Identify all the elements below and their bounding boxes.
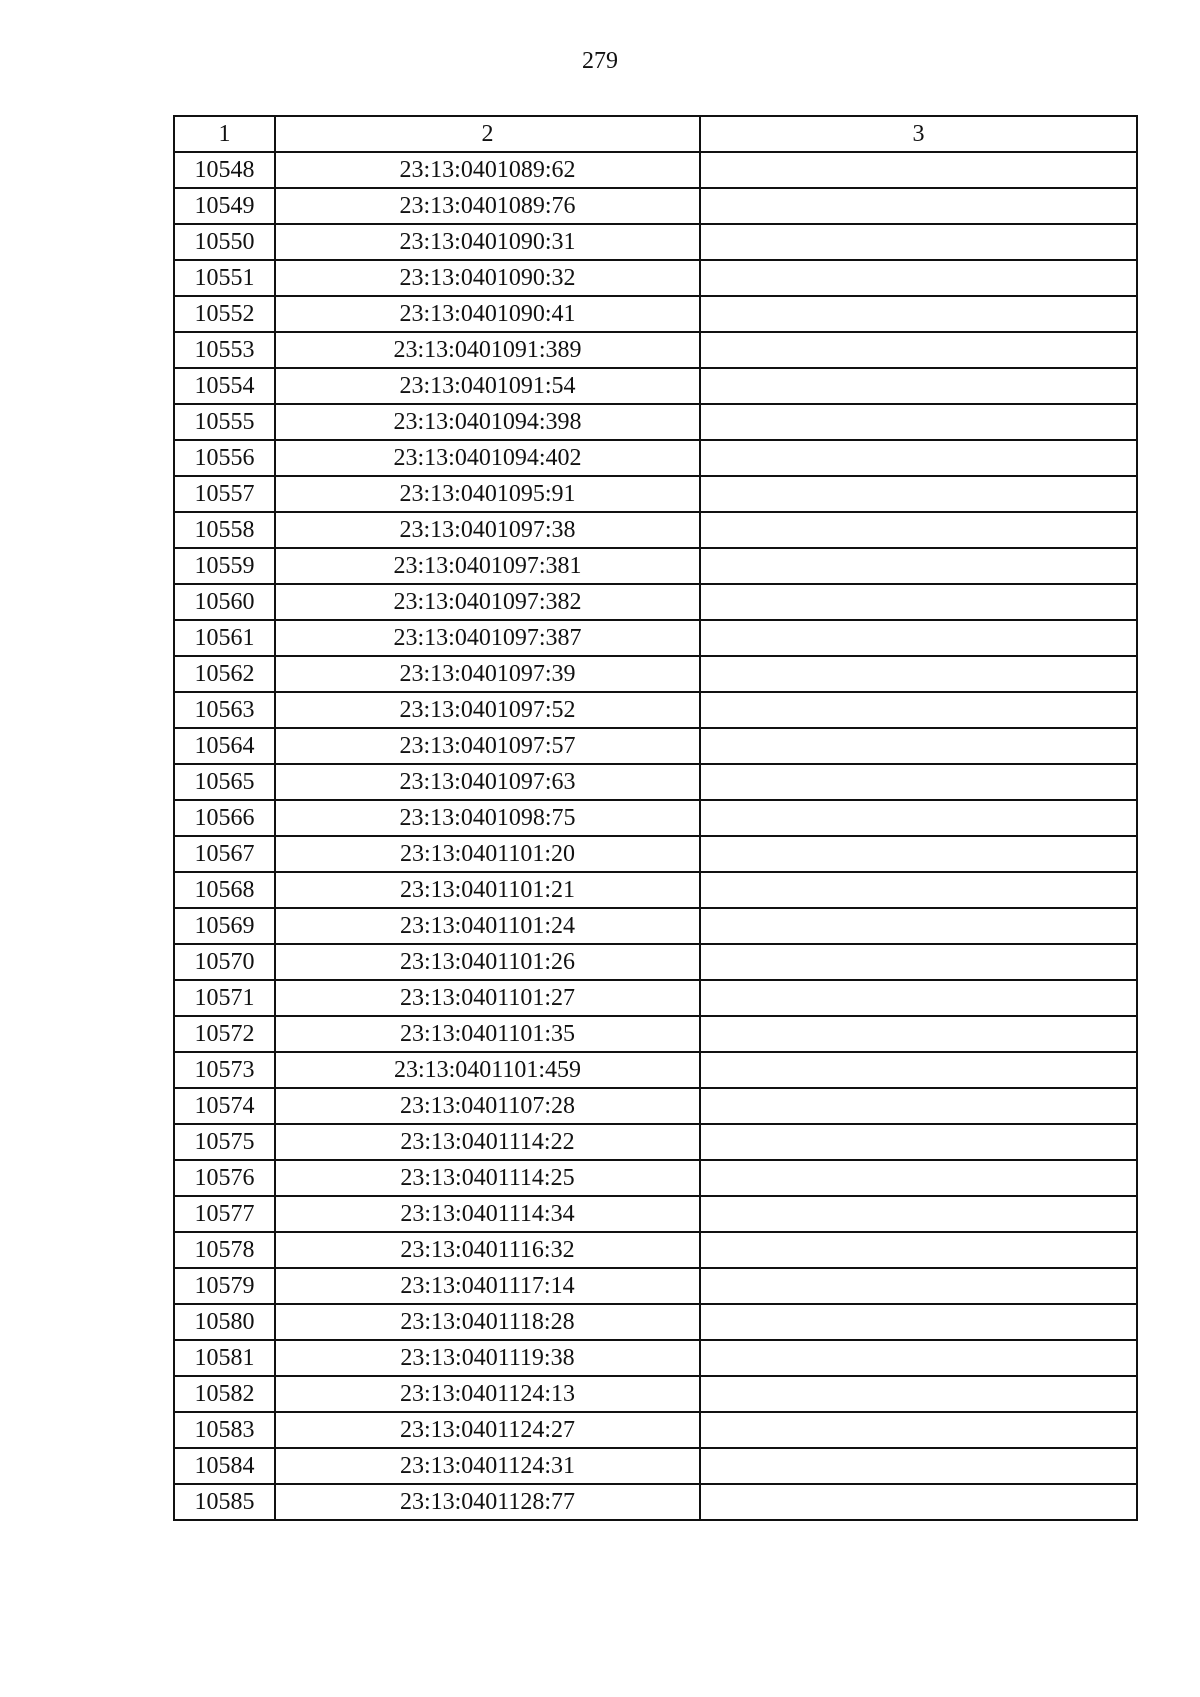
cadastral-number-cell: 23:13:0401097:52	[275, 692, 700, 728]
row-number-cell: 10557	[174, 476, 275, 512]
table-body	[174, 152, 1137, 1520]
note-cell	[700, 836, 1137, 872]
cadastral-number-cell: 23:13:0401114:34	[275, 1196, 700, 1232]
cadastral-number-cell: 23:13:0401101:21	[275, 872, 700, 908]
table-row	[174, 1196, 1137, 1232]
table-row	[174, 872, 1137, 908]
row-number-cell: 10582	[174, 1376, 275, 1412]
table-row	[174, 1052, 1137, 1088]
table-row	[174, 728, 1137, 764]
note-cell	[700, 656, 1137, 692]
row-number-cell: 10585	[174, 1484, 275, 1520]
table-row	[174, 440, 1137, 476]
header-cell-2: 2	[275, 116, 700, 152]
note-cell	[700, 1088, 1137, 1124]
row-number-cell: 10560	[174, 584, 275, 620]
row-number-cell: 10569	[174, 908, 275, 944]
row-number-cell: 10583	[174, 1412, 275, 1448]
table-row	[174, 548, 1137, 584]
cadastral-number-cell: 23:13:0401097:57	[275, 728, 700, 764]
cadastral-number-cell: 23:13:0401090:41	[275, 296, 700, 332]
note-cell	[700, 1484, 1137, 1520]
table-row	[174, 584, 1137, 620]
cadastral-number-cell: 23:13:0401124:13	[275, 1376, 700, 1412]
note-cell	[700, 548, 1137, 584]
row-number-cell: 10571	[174, 980, 275, 1016]
note-cell	[700, 1124, 1137, 1160]
table-row	[174, 1160, 1137, 1196]
table-row	[174, 1340, 1137, 1376]
table-row	[174, 1484, 1137, 1520]
note-cell	[700, 764, 1137, 800]
cadastral-number-cell: 23:13:0401097:38	[275, 512, 700, 548]
cadastral-number-cell: 23:13:0401107:28	[275, 1088, 700, 1124]
cadastral-number-cell: 23:13:0401128:77	[275, 1484, 700, 1520]
header-cell-1: 1	[174, 116, 275, 152]
row-number-cell: 10575	[174, 1124, 275, 1160]
cadastral-number-cell: 23:13:0401101:24	[275, 908, 700, 944]
row-number-cell: 10567	[174, 836, 275, 872]
page-number: 279	[582, 48, 618, 74]
table-row	[174, 332, 1137, 368]
note-cell	[700, 1376, 1137, 1412]
table-row	[174, 1016, 1137, 1052]
table-row	[174, 512, 1137, 548]
row-number-cell: 10574	[174, 1088, 275, 1124]
note-cell	[700, 260, 1137, 296]
cadastral-number-cell: 23:13:0401097:387	[275, 620, 700, 656]
row-number-cell: 10578	[174, 1232, 275, 1268]
note-cell	[700, 584, 1137, 620]
cadastral-number-cell: 23:13:0401117:14	[275, 1268, 700, 1304]
table-header	[174, 116, 1137, 152]
note-cell	[700, 692, 1137, 728]
note-cell	[700, 980, 1137, 1016]
cadastral-number-cell: 23:13:0401101:459	[275, 1052, 700, 1088]
note-cell	[700, 152, 1137, 188]
row-number-cell: 10579	[174, 1268, 275, 1304]
cadastral-number-cell: 23:13:0401091:54	[275, 368, 700, 404]
cadastral-number-cell: 23:13:0401124:31	[275, 1448, 700, 1484]
note-cell	[700, 800, 1137, 836]
header-row	[174, 116, 1137, 152]
note-cell	[700, 1412, 1137, 1448]
table-row	[174, 1268, 1137, 1304]
header-cell-3: 3	[700, 116, 1137, 152]
table-row	[174, 1412, 1137, 1448]
note-cell	[700, 404, 1137, 440]
row-number-cell: 10551	[174, 260, 275, 296]
note-cell	[700, 1160, 1137, 1196]
row-number-cell: 10549	[174, 188, 275, 224]
row-number-cell: 10581	[174, 1340, 275, 1376]
table-row	[174, 260, 1137, 296]
table-row	[174, 404, 1137, 440]
note-cell	[700, 1304, 1137, 1340]
note-cell	[700, 512, 1137, 548]
table-row	[174, 1376, 1137, 1412]
table-row	[174, 152, 1137, 188]
table-row	[174, 188, 1137, 224]
note-cell	[700, 1196, 1137, 1232]
note-cell	[700, 944, 1137, 980]
table-row	[174, 944, 1137, 980]
note-cell	[700, 728, 1137, 764]
row-number-cell: 10576	[174, 1160, 275, 1196]
table-row	[174, 980, 1137, 1016]
cadastral-number-cell: 23:13:0401119:38	[275, 1340, 700, 1376]
note-cell	[700, 476, 1137, 512]
cadastral-number-cell: 23:13:0401095:91	[275, 476, 700, 512]
cadastral-number-cell: 23:13:0401094:398	[275, 404, 700, 440]
row-number-cell: 10584	[174, 1448, 275, 1484]
note-cell	[700, 188, 1137, 224]
row-number-cell: 10566	[174, 800, 275, 836]
cadastral-number-cell: 23:13:0401097:382	[275, 584, 700, 620]
table-row	[174, 800, 1137, 836]
cadastral-number-cell: 23:13:0401124:27	[275, 1412, 700, 1448]
note-cell	[700, 872, 1137, 908]
cadastral-number-cell: 23:13:0401101:20	[275, 836, 700, 872]
row-number-cell: 10559	[174, 548, 275, 584]
row-number-cell: 10556	[174, 440, 275, 476]
cadastral-number-cell: 23:13:0401097:381	[275, 548, 700, 584]
note-cell	[700, 440, 1137, 476]
row-number-cell: 10555	[174, 404, 275, 440]
note-cell	[700, 1268, 1137, 1304]
table-row	[174, 1232, 1137, 1268]
cadastral-number-cell: 23:13:0401114:25	[275, 1160, 700, 1196]
note-cell	[700, 224, 1137, 260]
note-cell	[700, 368, 1137, 404]
note-cell	[700, 1016, 1137, 1052]
row-number-cell: 10548	[174, 152, 275, 188]
cadastral-number-cell: 23:13:0401090:32	[275, 260, 700, 296]
table-row	[174, 908, 1137, 944]
table-row	[174, 1088, 1137, 1124]
note-cell	[700, 620, 1137, 656]
row-number-cell: 10558	[174, 512, 275, 548]
note-cell	[700, 1052, 1137, 1088]
table-row	[174, 1124, 1137, 1160]
table-row	[174, 692, 1137, 728]
cadastral-number-cell: 23:13:0401091:389	[275, 332, 700, 368]
row-number-cell: 10552	[174, 296, 275, 332]
row-number-cell: 10572	[174, 1016, 275, 1052]
row-number-cell: 10564	[174, 728, 275, 764]
note-cell	[700, 296, 1137, 332]
note-cell	[700, 1232, 1137, 1268]
row-number-cell: 10562	[174, 656, 275, 692]
row-number-cell: 10550	[174, 224, 275, 260]
row-number-cell: 10553	[174, 332, 275, 368]
cadastral-number-cell: 23:13:0401097:63	[275, 764, 700, 800]
note-cell	[700, 1340, 1137, 1376]
row-number-cell: 10561	[174, 620, 275, 656]
cadastral-number-cell: 23:13:0401094:402	[275, 440, 700, 476]
row-number-cell: 10554	[174, 368, 275, 404]
cadastral-number-cell: 23:13:0401097:39	[275, 656, 700, 692]
cadastral-number-cell: 23:13:0401090:31	[275, 224, 700, 260]
cadastral-number-cell: 23:13:0401089:76	[275, 188, 700, 224]
cadastral-number-cell: 23:13:0401114:22	[275, 1124, 700, 1160]
table-row	[174, 764, 1137, 800]
table-row	[174, 368, 1137, 404]
cadastral-number-cell: 23:13:0401089:62	[275, 152, 700, 188]
table-row	[174, 476, 1137, 512]
row-number-cell: 10568	[174, 872, 275, 908]
cadastral-number-cell: 23:13:0401118:28	[275, 1304, 700, 1340]
registry-table	[173, 115, 1138, 1521]
row-number-cell: 10565	[174, 764, 275, 800]
table-row	[174, 1448, 1137, 1484]
row-number-cell: 10563	[174, 692, 275, 728]
cadastral-number-cell: 23:13:0401098:75	[275, 800, 700, 836]
table-row	[174, 1304, 1137, 1340]
table-row	[174, 836, 1137, 872]
cadastral-number-cell: 23:13:0401101:27	[275, 980, 700, 1016]
note-cell	[700, 908, 1137, 944]
cadastral-number-cell: 23:13:0401101:26	[275, 944, 700, 980]
row-number-cell: 10570	[174, 944, 275, 980]
note-cell	[700, 1448, 1137, 1484]
row-number-cell: 10577	[174, 1196, 275, 1232]
cadastral-number-cell: 23:13:0401101:35	[275, 1016, 700, 1052]
row-number-cell: 10580	[174, 1304, 275, 1340]
table-row	[174, 620, 1137, 656]
table-row	[174, 296, 1137, 332]
cadastral-number-cell: 23:13:0401116:32	[275, 1232, 700, 1268]
note-cell	[700, 332, 1137, 368]
table-row	[174, 656, 1137, 692]
row-number-cell: 10573	[174, 1052, 275, 1088]
table-row	[174, 224, 1137, 260]
